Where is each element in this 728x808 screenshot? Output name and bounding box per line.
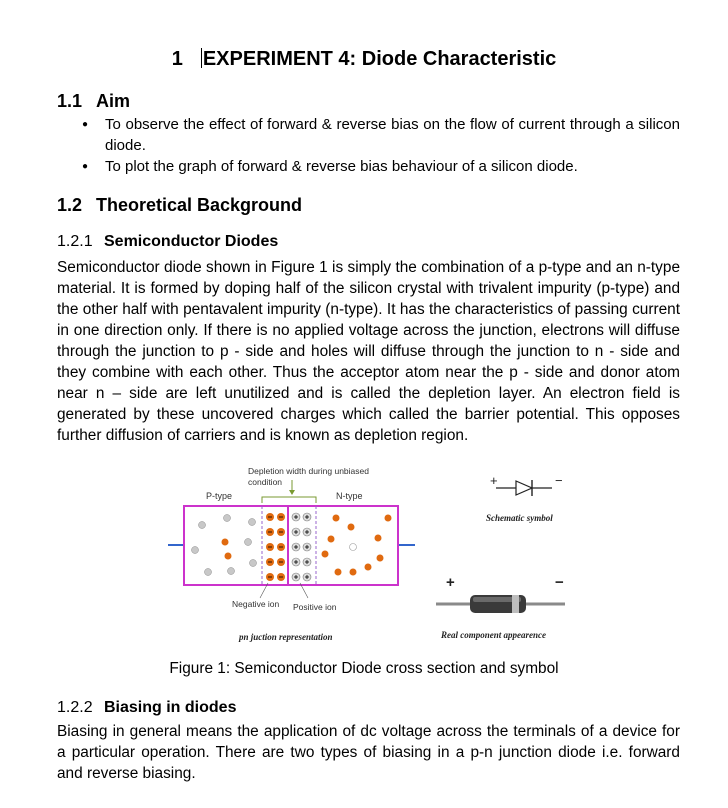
p-type-label: P-type	[206, 491, 233, 501]
biasing-number: 1.2.2	[57, 699, 93, 716]
background-title: Theoretical Background	[96, 195, 303, 215]
biasing-heading	[57, 699, 236, 717]
schematic-minus: −	[555, 473, 563, 488]
depletion-label-line1: Depletion width during unbiased	[248, 466, 369, 476]
figure-caption: Figure 1: Semiconductor Diode cross section and symbol	[169, 660, 559, 677]
heading-text: EXPERIMENT 4: Diode Characteristic	[202, 48, 557, 70]
schematic-plus: +	[490, 473, 498, 488]
diode-figure	[160, 455, 580, 650]
semiconductor-heading	[57, 233, 278, 251]
page-title	[0, 48, 728, 71]
background-number: 1.2	[57, 195, 83, 215]
biasing-paragraph: Biasing in general means the application of dc voltage across the terminals of a device for a particular operation. There are two types of biasing in a p-n junction diode i.e. forward and reverse biasing.	[57, 723, 680, 782]
aim-heading	[57, 91, 130, 112]
real-plus: +	[446, 574, 455, 591]
depletion-label-line2: condition	[248, 477, 283, 487]
semiconductor-paragraph: Semiconductor diode shown in Figure 1 is simply the combination of a p-type and an n-type material. It is formed by doping half of the silicon crystal with trivalent impurity (p-type) and the other half with pentavalent impurity (n-type). It has the characteristics of passing current in one direction only. If there is no applied voltage across the junction, electrons will diffuse through the junction to p - side and holes will diffuse through the junction to n - side and they combine with each other. Thus the acceptor atom near the p - side and donor atom near n – side are left unutilized and is called the depletion layer. An electron field is generated by these uncovered charges which called the barrier potential. This opposes further diffusion of carriers and is known as depletion region.	[57, 259, 680, 444]
negative-ion-label: Negative ion	[232, 599, 280, 609]
aim-title: Aim	[96, 91, 131, 111]
n-side-holes	[350, 544, 357, 551]
aim-bullet-1: ● To observe the effect of forward & reverse bias on the flow of current through a silicon diode.	[80, 114, 680, 156]
heading-number: 1	[171, 48, 183, 70]
semiconductor-title: Semiconductor Diodes	[104, 233, 279, 250]
real-minus: −	[555, 574, 564, 591]
positive-ion-label: Positive ion	[293, 602, 337, 612]
figure-background	[160, 455, 580, 650]
pn-caption: pn juction representation	[239, 632, 333, 642]
aim-bullet-2: ● To plot the graph of forward & reverse bias behaviour of a silicon diode.	[80, 156, 680, 177]
real-caption: Real component appearence	[441, 630, 546, 640]
aim-list	[80, 114, 680, 177]
n-type-label: N-type	[336, 491, 363, 501]
schematic-caption: Schematic symbol	[486, 513, 553, 523]
text-cursor	[201, 48, 202, 68]
semiconductor-number: 1.2.1	[57, 233, 93, 250]
biasing-title: Biasing in diodes	[104, 699, 237, 716]
aim-number: 1.1	[57, 91, 83, 111]
background-heading	[57, 195, 302, 216]
